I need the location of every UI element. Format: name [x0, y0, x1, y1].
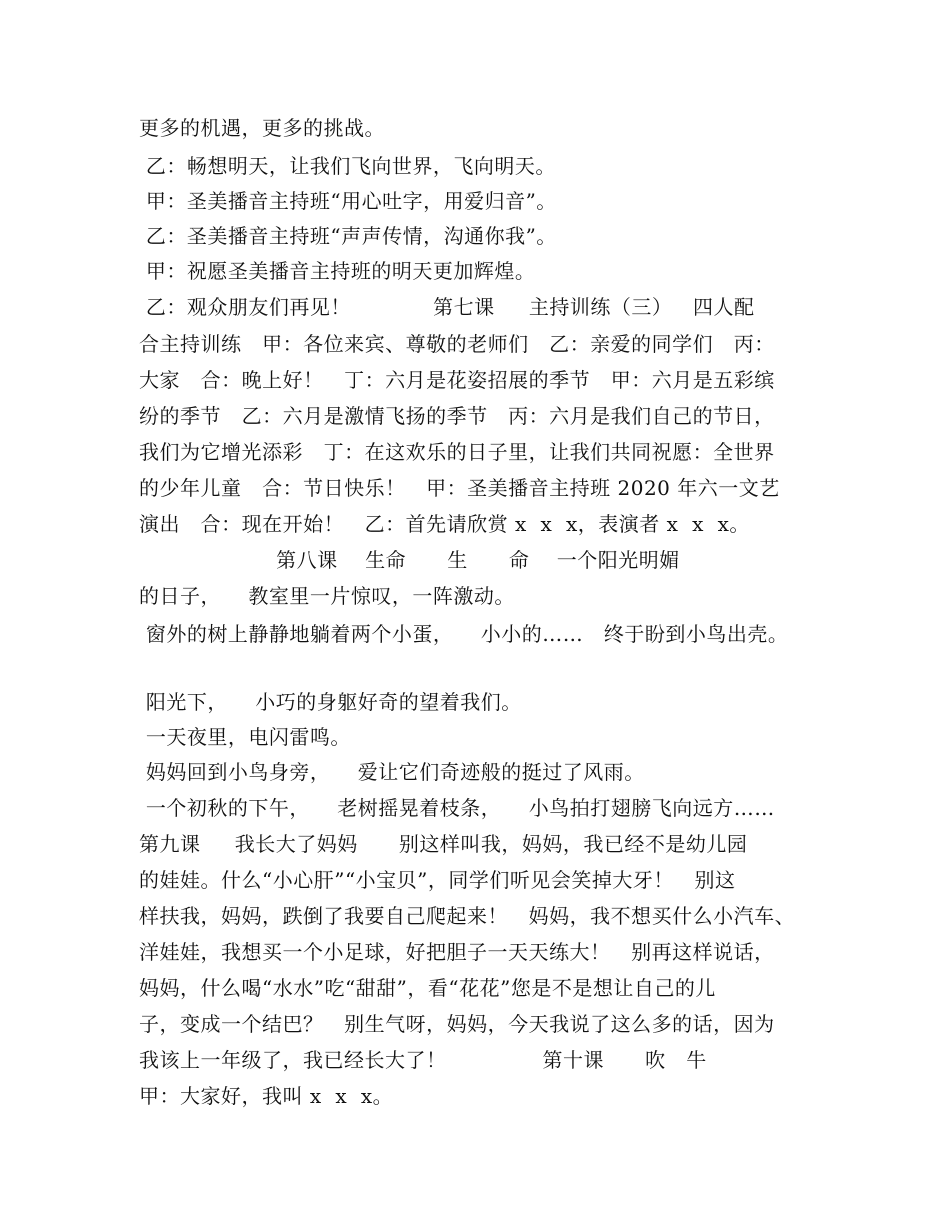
text-line: 大家 合：晚上好！ 丁：六月是花姿招展的季节 甲：六月是五彩缤 — [139, 368, 775, 392]
text-line: 乙：畅想明天，让我们飞向世界，飞向明天。 — [139, 154, 556, 178]
text-line: 甲：圣美播音主持班“用心吐字，用爱归音”。 — [139, 189, 557, 213]
text-line: 的日子， 教室里一片惊叹，一阵激动。 — [139, 584, 515, 608]
text-line: 纷的季节 乙：六月是激情飞扬的季节 丙：六月是我们自己的节日， — [139, 404, 775, 428]
text-line: 第九课 我长大了妈妈 别这样叫我，妈妈，我已经不是幼儿园 — [139, 832, 748, 856]
text-line: 第八课 生命 生 命 一个阳光明媚 — [139, 548, 680, 572]
text-line: 更多的机遇，更多的挑战。 — [139, 116, 385, 140]
text-line: 阳光下， 小巧的身躯好奇的望着我们。 — [139, 690, 522, 714]
text-line: 妈妈，什么喝“水水”吃“甜甜”，看“花花”您是不是想让自己的儿 — [139, 976, 716, 1000]
text-line: 乙：圣美播音主持班“声声传情，沟通你我”。 — [139, 224, 557, 248]
text-line: 的少年儿童 合：节日快乐！ 甲：圣美播音主持班 2020 年六一文艺 — [139, 476, 780, 500]
text-line: 演出 合：现在开始！ 乙：首先请欣赏 x x x，表演者 x x x。 — [139, 512, 750, 536]
text-line: 乙：观众朋友们再见！ 第七课 主持训练（三） 四人配 — [139, 295, 755, 319]
text-line: 的娃娃。什么“小心肝”“小宝贝”，同学们听见会笑掉大牙！ 别这 — [139, 868, 736, 892]
text-line: 我们为它增光添彩 丁：在这欢乐的日子里，让我们共同祝愿：全世界 — [139, 440, 775, 464]
text-line: 一个初秋的下午， 老树摇晃着枝条， 小鸟拍打翅膀飞向远方…… — [139, 796, 775, 820]
text-line: 我该上一年级了，我已经长大了！ 第十课 吹 牛 — [139, 1048, 707, 1072]
text-line: 合主持训练 甲：各位来宾、尊敬的老师们 乙：亲爱的同学们 丙： — [139, 332, 775, 356]
text-line: 洋娃娃，我想买一个小足球，好把胆子一天天练大！ 别再这样说话， — [139, 940, 775, 964]
text-line: 窗外的树上静静地躺着两个小蛋， 小小的…… 终于盼到小鸟出壳。 — [139, 622, 789, 646]
text-line: 一天夜里，电闪雷鸣。 — [139, 725, 351, 749]
text-line: 甲：大家好，我叫 x x x。 — [139, 1084, 394, 1108]
text-line: 妈妈回到小鸟身旁， 爱让它们奇迹般的挺过了风雨。 — [139, 760, 645, 784]
text-line: 子，变成一个结巴？ 别生气呀，妈妈，今天我说了这么多的话，因为 — [139, 1012, 775, 1036]
text-line: 甲：祝愿圣美播音主持班的明天更加辉煌。 — [139, 259, 536, 283]
text-line: 样扶我，妈妈，跌倒了我要自己爬起来！ 妈妈，我不想买什么小汽车、 — [139, 904, 796, 928]
